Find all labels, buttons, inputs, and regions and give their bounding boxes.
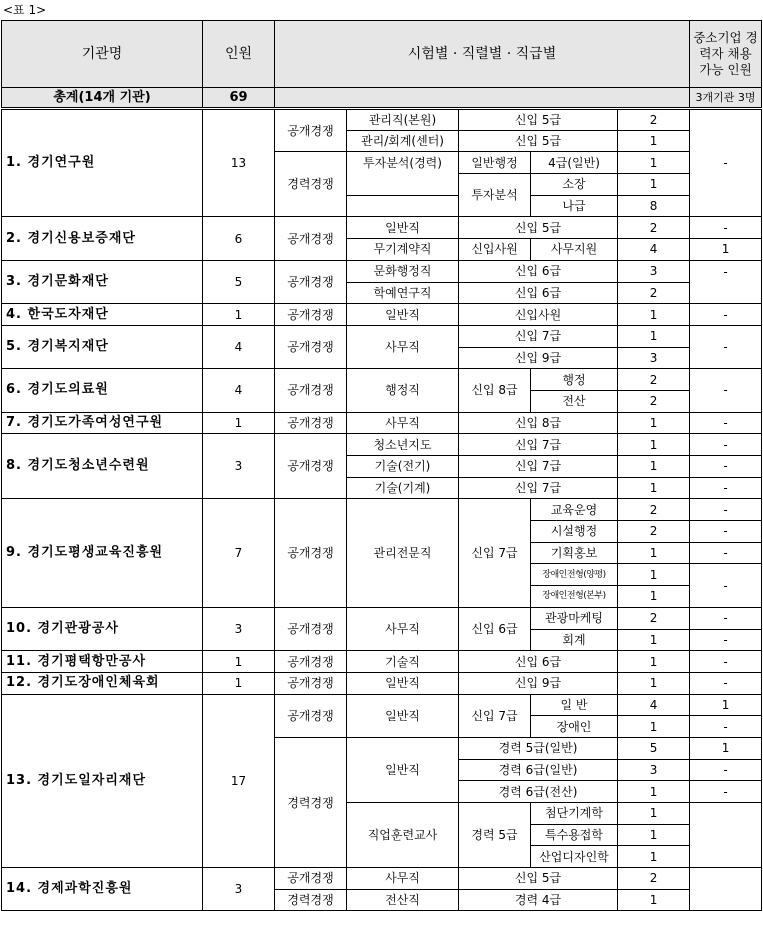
job-series: 일반직 [347,694,459,737]
sme-count: - [690,781,762,803]
job-sub: 신입사원 [459,239,531,261]
total-row [2,88,762,109]
headcount: 1 [618,174,690,196]
table-row [2,651,762,673]
sme-count: - [690,477,762,499]
headcount: 1 [618,651,690,673]
job-grade: 신입 6급 [459,651,618,673]
org-name: 9. 경기도평생교육진흥원 [2,499,203,607]
headcount: 2 [618,109,690,131]
org-count: 4 [203,325,275,368]
sme-count: - [690,325,762,368]
table-row [2,304,762,326]
job-grade: 신입 7급 [459,456,618,478]
job-series: 관리전문직 [347,499,459,607]
job-grade: 신입 7급 [459,325,618,347]
headcount: 2 [618,521,690,543]
sme-count: - [690,759,762,781]
job-grade: 사무지원 [531,239,618,261]
sme-count: 1 [690,239,762,261]
job-grade: 신입 5급 [459,130,618,152]
headcount: 2 [618,217,690,239]
job-sub: 신입 7급 [459,694,531,737]
job-series: 무기계약직 [347,239,459,261]
sme-count: - [690,456,762,478]
headcount: 5 [618,737,690,759]
job-series: 관리/회계(센터) [347,130,459,152]
org-name: 6. 경기도의료원 [2,369,203,412]
job-sub: 일반행정 [459,152,531,174]
table-row [2,369,762,391]
org-count: 1 [203,651,275,673]
headcount: 1 [618,152,690,174]
org-name: 5. 경기복지재단 [2,325,203,368]
job-series [347,195,459,217]
sme-count: - [690,629,762,651]
org-count: 17 [203,694,275,868]
headcount: 2 [618,282,690,304]
table-row [2,607,762,629]
exam-type: 공개경쟁 [275,434,347,499]
job-series: 일반직 [347,304,459,326]
job-sub: 투자분석 [459,174,531,217]
job-grade: 신입사원 [459,304,618,326]
job-grade: 장애인전형(양평) [531,564,618,586]
table-row [2,672,762,694]
org-count: 3 [203,434,275,499]
sme-count: - [690,434,762,456]
job-series: 일반직 [347,737,459,802]
headcount: 8 [618,195,690,217]
org-count: 3 [203,868,275,911]
exam-type: 공개경쟁 [275,325,347,368]
headcount: 1 [618,564,690,586]
job-series: 사무직 [347,868,459,890]
headcount: 3 [618,347,690,369]
headcount: 1 [618,803,690,825]
sme-count: - [690,542,762,564]
org-name: 10. 경기관광공사 [2,607,203,650]
org-count: 4 [203,369,275,412]
headcount: 1 [618,846,690,868]
job-grade: 신입 5급 [459,217,618,239]
sme-count: 1 [690,694,762,716]
job-series: 기술(전기) [347,456,459,478]
exam-type: 공개경쟁 [275,217,347,260]
job-series: 사무직 [347,607,459,650]
org-count: 1 [203,672,275,694]
sme-count: - [690,109,762,217]
job-grade: 신입 7급 [459,434,618,456]
org-name: 8. 경기도청소년수련원 [2,434,203,499]
headcount: 3 [618,260,690,282]
org-count: 6 [203,217,275,260]
org-name: 2. 경기신용보증재단 [2,217,203,260]
headcount: 1 [618,672,690,694]
sme-count: - [690,412,762,434]
total-blank [275,88,690,109]
job-series: 사무직 [347,325,459,368]
headcount: 1 [618,130,690,152]
table-row [2,434,762,456]
org-name: 3. 경기문화재단 [2,260,203,303]
exam-type: 공개경쟁 [275,369,347,412]
headcount: 1 [618,412,690,434]
job-series: 기술(기계) [347,477,459,499]
sme-count: - [690,521,762,543]
exam-type: 경력경쟁 [275,737,347,867]
exam-type: 공개경쟁 [275,607,347,650]
job-series: 전산직 [347,889,459,911]
job-grade: 신입 6급 [459,282,618,304]
org-count: 1 [203,412,275,434]
exam-type: 공개경쟁 [275,651,347,673]
total-count: 69 [203,88,275,109]
job-grade: 경력 5급(일반) [459,737,618,759]
job-grade: 신입 5급 [459,868,618,890]
total-sme: 3개기관 3명 [690,88,762,109]
headcount: 4 [618,239,690,261]
headcount: 2 [618,607,690,629]
job-grade: 신입 9급 [459,672,618,694]
exam-type: 경력경쟁 [275,152,347,217]
org-count: 5 [203,260,275,303]
job-grade: 소장 [531,174,618,196]
job-sub: 신입 6급 [459,607,531,650]
headcount: 1 [618,542,690,564]
exam-type: 공개경쟁 [275,109,347,152]
headcount: 1 [618,586,690,608]
org-name: 4. 한국도자재단 [2,304,203,326]
headcount: 1 [618,629,690,651]
job-series: 직업훈련교사 [347,803,459,868]
job-grade: 신입 5급 [459,109,618,131]
job-grade: 특수용접학 [531,824,618,846]
job-grade: 경력 6급(일반) [459,759,618,781]
headcount: 1 [618,325,690,347]
job-series: 일반직 [347,217,459,239]
table-row [2,325,762,347]
job-grade: 신입 6급 [459,260,618,282]
header-org: 기관명 [2,21,203,88]
job-grade: 장애인 [531,716,618,738]
job-grade: 신입 7급 [459,477,618,499]
job-grade: 신입 9급 [459,347,618,369]
job-series: 사무직 [347,412,459,434]
job-series: 문화행정직 [347,260,459,282]
headcount: 1 [618,716,690,738]
sme-count: - [690,499,762,521]
headcount: 1 [618,477,690,499]
org-count: 13 [203,109,275,217]
headcount: 3 [618,759,690,781]
table-row [2,217,762,239]
header-row [2,21,762,88]
job-grade: 장애인전형(본부) [531,586,618,608]
exam-type: 공개경쟁 [275,412,347,434]
exam-type: 공개경쟁 [275,260,347,303]
job-grade: 산업디자인학 [531,846,618,868]
job-grade: 첨단기계학 [531,803,618,825]
headcount: 1 [618,304,690,326]
job-grade: 기획홍보 [531,542,618,564]
exam-type: 공개경쟁 [275,672,347,694]
header-sme: 중소기업 경력자 채용 가능 인원 [690,21,762,88]
sme-count: - [690,716,762,738]
job-grade: 교육운영 [531,499,618,521]
sme-count: - [690,217,762,239]
headcount: 1 [618,781,690,803]
exam-type: 공개경쟁 [275,499,347,607]
sme-count: - [690,260,762,303]
job-grade: 신입 8급 [459,412,618,434]
recruitment-table [1,20,762,911]
headcount: 2 [618,499,690,521]
job-grade: 경력 4급 [459,889,618,911]
header-detail: 시험별 · 직렬별 · 직급별 [275,21,690,88]
org-name: 11. 경기평택항만공사 [2,651,203,673]
job-series: 투자분석(경력) [347,152,459,195]
headcount: 2 [618,868,690,890]
exam-type: 공개경쟁 [275,868,347,890]
job-sub: 신입 7급 [459,499,531,607]
job-sub: 경력 5급 [459,803,531,868]
sme-count: - [690,304,762,326]
sme-count: - [690,369,762,412]
headcount: 1 [618,434,690,456]
sme-count: - [690,607,762,629]
job-grade: 회계 [531,629,618,651]
exam-type: 경력경쟁 [275,889,347,911]
table-row [2,499,762,521]
table-row [2,694,762,716]
job-grade: 관광마케팅 [531,607,618,629]
headcount: 1 [618,889,690,911]
headcount: 2 [618,369,690,391]
sme-count: - [690,651,762,673]
org-name: 14. 경제과학진흥원 [2,868,203,911]
job-grade: 일 반 [531,694,618,716]
org-name: 1. 경기연구원 [2,109,203,217]
table-caption: <표 1> [3,3,47,17]
job-grade: 전산 [531,390,618,412]
org-name: 12. 경기도장애인체육회 [2,672,203,694]
exam-type: 공개경쟁 [275,304,347,326]
org-count: 3 [203,607,275,650]
total-label: 총계(14개 기관) [2,88,203,109]
table-row [2,260,762,282]
job-grade: 나급 [531,195,618,217]
sme-count: 1 [690,737,762,759]
exam-type: 공개경쟁 [275,694,347,737]
job-grade: 행정 [531,369,618,391]
org-name: 7. 경기도가족여성연구원 [2,412,203,434]
org-count: 7 [203,499,275,607]
table-row [2,109,762,131]
job-grade: 4급(일반) [531,152,618,174]
header-count: 인원 [203,21,275,88]
job-series: 기술직 [347,651,459,673]
headcount: 1 [618,824,690,846]
job-series: 학예연구직 [347,282,459,304]
job-sub: 신입 8급 [459,369,531,412]
sme-count: - [690,672,762,694]
table-row [2,412,762,434]
table-row [2,868,762,890]
headcount: 4 [618,694,690,716]
job-series: 일반직 [347,672,459,694]
org-count: 1 [203,304,275,326]
sme-count [690,803,762,868]
job-grade: 시설행정 [531,521,618,543]
headcount: 1 [618,456,690,478]
headcount: 2 [618,390,690,412]
job-series: 청소년지도 [347,434,459,456]
sme-count: - [690,564,762,607]
job-grade: 경력 6급(전산) [459,781,618,803]
org-name: 13. 경기도일자리재단 [2,694,203,868]
job-series: 관리직(본원) [347,109,459,131]
job-series: 행정직 [347,369,459,412]
sme-count [690,868,762,911]
